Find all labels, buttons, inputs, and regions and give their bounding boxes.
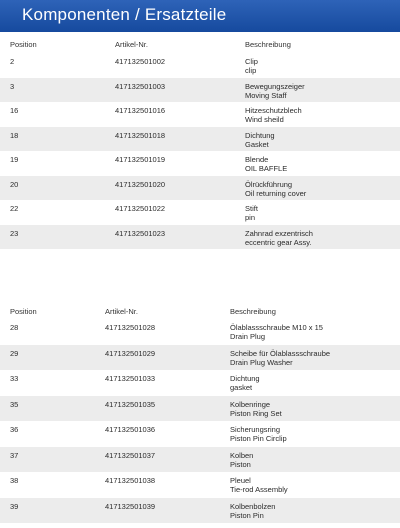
description-german: Bewegungszeiger [245, 81, 305, 91]
table-row [0, 78, 400, 103]
description-cell [245, 229, 313, 247]
description-german: Dichtung [230, 374, 260, 383]
table-row [0, 225, 400, 250]
description-cell [230, 349, 330, 367]
position-cell: 37 [10, 450, 19, 460]
header-position: Position [10, 307, 37, 316]
description-cell [245, 131, 275, 149]
description-english: Piston [230, 459, 251, 469]
description-english: Drain Plug [230, 332, 266, 341]
description-german: Blende [245, 155, 269, 164]
description-german: Stift [245, 204, 258, 213]
description-german: Kolben [230, 450, 254, 460]
table-row [0, 396, 400, 422]
description-cell [230, 451, 253, 469]
article-number-cell: 417132501016 [115, 106, 166, 115]
table-row [0, 151, 400, 176]
position-cell: 36 [10, 425, 19, 434]
description-cell [230, 425, 287, 443]
description-english: OIL BAFFLE [245, 164, 288, 173]
description-english: clip [245, 66, 257, 75]
table-row [0, 472, 400, 498]
table-row [0, 370, 400, 396]
description-english: Oil returning cover [245, 188, 307, 198]
table-row [0, 127, 400, 152]
description-english: Moving Staff [245, 90, 287, 100]
article-number-cell: 417132501038 [105, 476, 156, 485]
table-row [0, 447, 400, 473]
position-cell: 28 [10, 323, 19, 332]
description-cell [230, 502, 275, 520]
table-row [0, 421, 400, 447]
description-german: Zahnrad exzentrisch [245, 228, 313, 238]
article-number-cell: 417132501028 [105, 323, 156, 332]
description-cell [245, 204, 258, 222]
description-english: eccentric gear Assy. [245, 237, 312, 247]
table-header [0, 40, 400, 54]
description-english: Piston Pin [230, 510, 264, 520]
description-german: Dichtung [245, 130, 275, 140]
header-article-number: Artikel-Nr. [105, 307, 138, 316]
description-german: Pleuel [230, 476, 251, 485]
table-row [0, 345, 400, 371]
description-english: gasket [230, 383, 253, 392]
article-number-cell: 417132501033 [105, 374, 156, 383]
header-position: Position [10, 40, 37, 49]
description-cell [230, 323, 323, 341]
description-cell [245, 180, 306, 198]
table-row [0, 102, 400, 127]
position-cell: 29 [10, 348, 19, 358]
position-cell: 22 [10, 204, 19, 213]
description-cell [230, 476, 288, 494]
description-german: Ölrückführung [245, 179, 293, 189]
header-description: Beschreibung [230, 307, 276, 316]
position-cell: 3 [10, 81, 15, 91]
title-bar [0, 0, 400, 32]
article-number-cell: 417132501020 [115, 179, 166, 189]
header-article-number: Artikel-Nr. [115, 40, 148, 49]
table-row [0, 498, 400, 524]
description-english: pin [245, 213, 256, 222]
article-number-cell: 417132501029 [105, 348, 156, 358]
position-cell: 19 [10, 155, 19, 164]
header-description: Beschreibung [245, 40, 291, 49]
article-number-cell: 417132501023 [115, 228, 166, 238]
article-number-cell: 417132501037 [105, 450, 156, 460]
description-german: Kolbenbolzen [230, 501, 276, 511]
article-number-cell: 417132501019 [115, 155, 166, 164]
description-german: Clip [245, 57, 258, 66]
description-german: Ölablassschraube M10 x 15 [230, 323, 323, 332]
article-number-cell: 417132501036 [105, 425, 156, 434]
article-number-cell: 417132501022 [115, 204, 166, 213]
article-number-cell: 417132501039 [105, 501, 156, 511]
table-row [0, 176, 400, 201]
description-german: Sicherungsring [230, 425, 281, 434]
description-english: Wind sheild [245, 115, 284, 124]
article-number-cell: 417132501018 [115, 130, 166, 140]
table-row [0, 200, 400, 225]
table-row [0, 53, 400, 78]
description-english: Piston Ring Set [230, 408, 282, 418]
position-cell: 39 [10, 501, 19, 511]
description-english: Piston Pin Circlip [230, 434, 287, 443]
position-cell: 18 [10, 130, 19, 140]
article-number-cell: 417132501002 [115, 57, 166, 66]
description-cell [245, 57, 258, 75]
position-cell: 33 [10, 374, 19, 383]
position-cell: 20 [10, 179, 19, 189]
description-cell [245, 155, 287, 173]
table-row [0, 319, 400, 345]
description-cell [245, 82, 305, 100]
description-german: Kolbenringe [230, 399, 271, 409]
page-title: Komponenten / Ersatzteile [22, 5, 227, 24]
description-cell [230, 400, 282, 418]
position-cell: 2 [10, 57, 15, 66]
article-number-cell: 417132501003 [115, 81, 166, 91]
position-cell: 16 [10, 106, 19, 115]
position-cell: 23 [10, 228, 19, 238]
description-cell [230, 374, 260, 392]
description-english: Gasket [245, 139, 269, 149]
description-english: Drain Plug Washer [230, 357, 293, 367]
position-cell: 38 [10, 476, 19, 485]
position-cell: 35 [10, 399, 19, 409]
description-german: Scheibe für Ölablassschraube [230, 348, 331, 358]
description-german: Hitzeschutzblech [245, 106, 302, 115]
description-cell [245, 106, 302, 124]
article-number-cell: 417132501035 [105, 399, 156, 409]
description-english: Tie-rod Assembly [230, 485, 288, 494]
